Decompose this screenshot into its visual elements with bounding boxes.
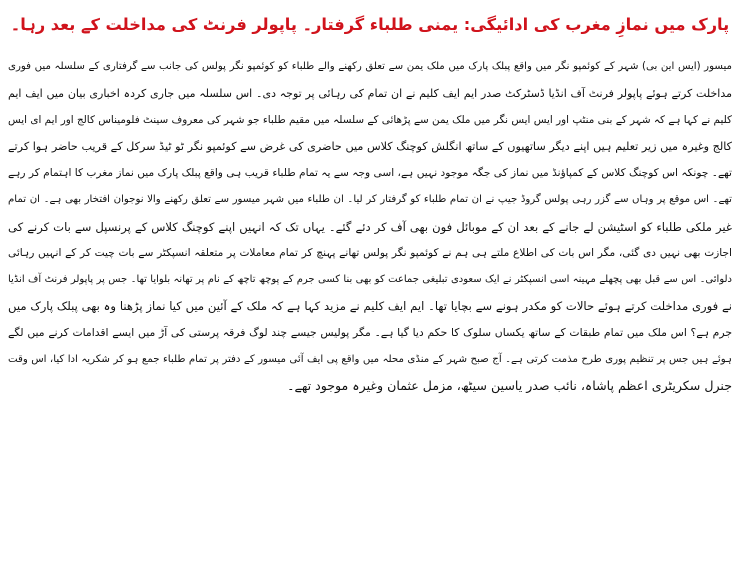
article-line: تھے۔ اس موقع پر وہاں سے گزر رہی پولس گروڈ جیپ نے ان تمام طلباء کو گرفتار کر لیا۔ ان طلباء میں شہر میسور سے تعلق رکھنے والا نوجوان افتخار بھی ہے۔ ان تمام <box>8 193 732 205</box>
article-line: غیر ملکی طلباء کو اسٹیشن لے جانے کے بعد ان کے موبائل فون بھی آف کر دئے گئے۔ یہاں تک کہ انہیں اپنے کوچنگ کلاس کے پرنسپل سے بات کرنے کی <box>8 219 732 234</box>
article-line: دلوائی۔ اس سے قبل بھی پچھلے مہینہ اسی انسپکٹر نے ایک سعودی تبلیغی جماعت کو بھی بنا کسی جرم کے پوچھ تاچھ کے نام پر تھانہ بلوایا تھا۔ جس پر پاپولر فرنٹ آف انڈیا <box>8 273 732 285</box>
article-line: نے فوری مداخلت کرتے ہوئے حالات کو مکدر ہونے سے بچایا تھا۔ ایم ایف کلیم نے مزید کہا ہے کہ ملک کے آئین میں کیا نماز پڑھنا وہ بھی پبلک پارک میں <box>8 299 732 314</box>
article-line: مداخلت کرتے ہوئے پاپولر فرنٹ آف انڈیا ڈسٹرکٹ صدر ایم ایف کلیم نے ان تمام کی رہائی پر توجہ دی۔ اس سلسلہ میں جاری کردہ اخباری بیان میں ایف ایم <box>8 86 732 100</box>
article-body <box>8 54 732 400</box>
article-line: ہوئے ہیں جس پر تنظیم پوری طرح مذمت کرتی ہے۔ آج صبح شہر کے منڈی محلہ میں واقع پی ایف آئی میسور کے دفتر پر تمام طلباء جمع ہو کر شکریہ ادا کیا، اس وقت <box>8 353 732 365</box>
article-line: میسور (ایس این بی) شہر کے کوئمپو نگر میں واقع پبلک پارک میں ملک یمن سے تعلق رکھنے والے طلباء کو کوئمپو نگر پولس کی جانب سے گرفتاری کے سلسلہ میں فوری <box>8 61 732 72</box>
article-line: کلیم نے کہا ہے کہ شہر کے بنی منٹپ اور ایس ایس نگر میں ملک یمن سے پڑھائی کے سلسلہ میں مقیم طلباء جو شہر کی معروف سینٹ فلومیناس کالج اور ایم ای ایس <box>8 114 732 127</box>
headline: پارک میں نمازِ مغرب کی ادائیگی: یمنی طلباء گرفتار۔ پاپولر فرنٹ کی مداخلت کے بعد رہا۔ <box>10 15 730 34</box>
article-line: جنرل سکریٹری اعظم پاشاہ، نائب صدر یاسین سیٹھ، مزمل عثمان وغیرہ موجود تھے۔ <box>287 378 732 394</box>
article-line: تھے۔ چونکہ اس کوچنگ کلاس کے کمپاؤنڈ میں نماز کی جگہ موجود نہیں ہے، اسی وجہ سے یہ تمام طلباء قریب ہی واقع پبلک پارک میں نماز مغرب کا اہتمام کر رہے <box>8 167 732 180</box>
article-line: جرم ہے؟ اس ملک میں تمام طبقات کے ساتھ یکساں سلوک کا حکم دیا گیا ہے۔ مگر پولیس جیسے چند لوگ فرقہ پرستی کی آڑ میں ایسے اقدامات کرنے میں لگے <box>8 325 732 339</box>
article-line: کالج وغیرہ میں زیر تعلیم ہیں اپنے دیگر ساتھیوں کے ساتھ انگلش کوچنگ کلاس میں حاضری کی غرض سے کوئمپو نگر ٹو ٹیڈ سرکل کے قریب حاضر ہوا کرتے <box>8 139 732 153</box>
article-line: اجازت بھی نہیں دی گئی، مگر اس بات کی اطلاع ملتے ہی ہم نے کوئمپو نگر پولس تھانے پہنچ کر تمام معاملات پر متعلقہ انسپکٹر سے بات چیت کر کے انہیں رہائی <box>8 247 732 260</box>
